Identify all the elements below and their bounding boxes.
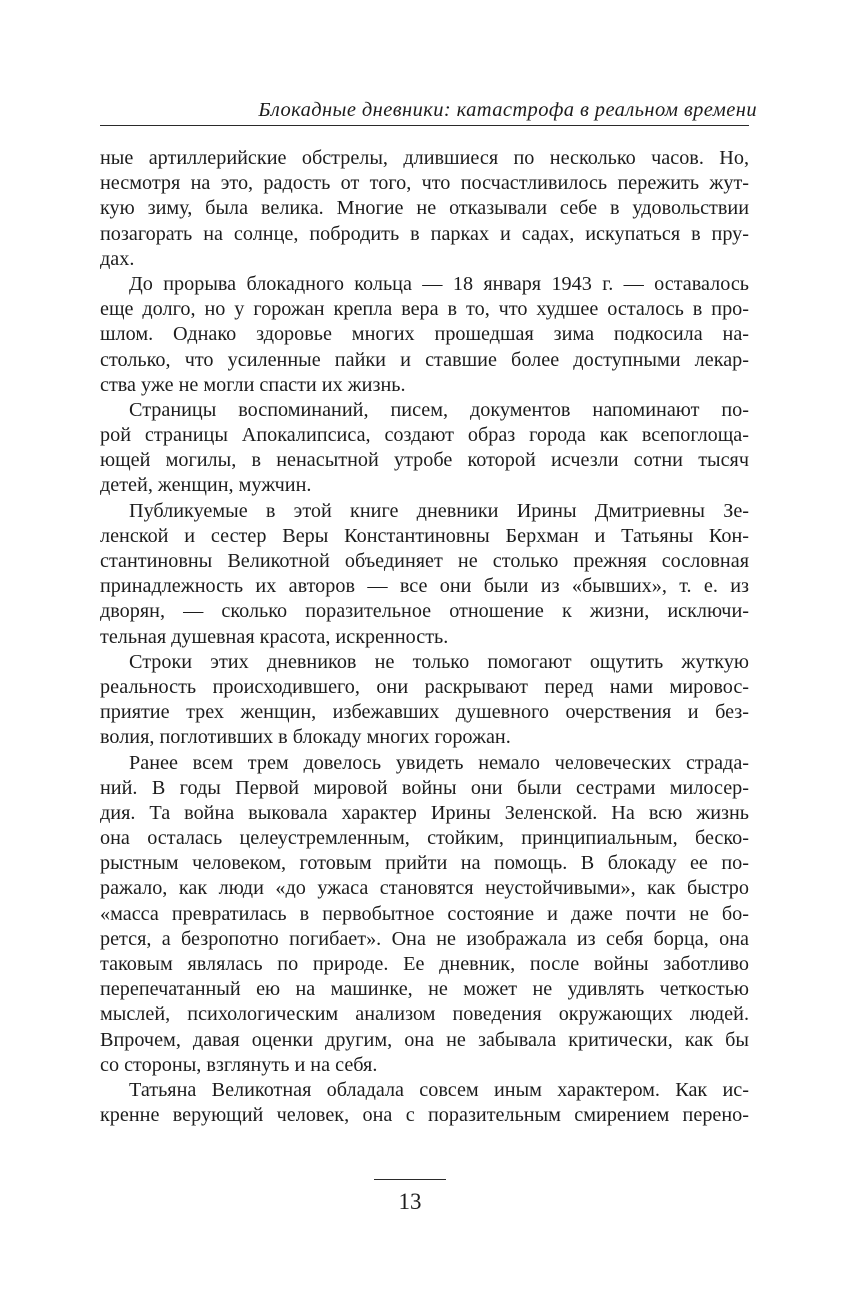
text-line: приятие трех женщин, избежавших душевного очерствения и без- — [100, 701, 749, 724]
footer-rule — [374, 1179, 446, 1180]
text-line: Татьяна Великотная обладала совсем иным характером. Как ис- — [129, 1078, 749, 1101]
text-line: кренне верующий человек, она с поразительным смирением перено- — [100, 1104, 749, 1127]
text-line: столько, что усиленные пайки и ставшие более доступными лекар- — [100, 348, 749, 371]
page-number: 13 — [398, 1189, 422, 1214]
header-rule — [100, 125, 749, 126]
text-line: Ранее всем трем довелось увидеть немало человеческих страда- — [129, 751, 749, 774]
text-line: перепечатанный ею на машинке, не может не удивлять четкостью — [100, 978, 749, 1001]
text-line: таковым являлась по природе. Ее дневник, после войны заботливо — [100, 953, 749, 975]
paragraph — [100, 650, 749, 751]
paragraph — [100, 146, 749, 272]
text-line: дия. Та война выковала характер Ирины Зеленской. На всю жизнь — [100, 801, 749, 824]
text-line: со стороны, взглянуть и на себя. — [100, 1053, 378, 1076]
text-line: дворян, — сколько поразительное отношение к жизни, исключи- — [100, 600, 749, 623]
text-line: кую зиму, была велика. Многие не отказывали себе в удовольствии — [100, 197, 749, 220]
text-line: принадлежность их авторов — все они были из «бывших», т. е. из — [100, 575, 749, 598]
text-line: «масса превратилась в первобытное состояние и даже почти не бо- — [100, 902, 749, 925]
text-line: Впрочем, давая оценки другим, она не забывала критически, как бы — [100, 1028, 749, 1051]
text-line: ний. В годы Первой мировой войны они были сестрами милосер- — [100, 776, 749, 799]
text-line: рыстным человеком, готовым прийти на помощь. В блокаду ее по- — [100, 852, 749, 875]
text-line: До прорыва блокадного кольца — 18 января 1943 г. — оставалось — [129, 272, 749, 295]
text-line: реальность происходившего, они раскрывают перед нами мировос- — [100, 675, 749, 698]
text-line: она осталась целеустремленным, стойким, принципиальным, беско- — [100, 827, 749, 850]
text-line: ленской и сестер Веры Константиновны Берхман и Татьяны Кон- — [100, 524, 749, 547]
paragraph — [100, 499, 749, 650]
text-line: несмотря на это, радость от того, что посчастливилось пережить жут- — [100, 172, 749, 195]
paragraph — [100, 1078, 749, 1128]
text-line: Строки этих дневников не только помогают ощутить жуткую — [129, 650, 749, 673]
text-line: дах. — [100, 247, 135, 270]
paragraph — [100, 751, 749, 1078]
text-line: Страницы воспоминаний, писем, документов напоминают по- — [129, 398, 749, 421]
text-line: Публикуемые в этой книге дневники Ирины Дмитриевны Зе- — [129, 499, 749, 522]
text-line: рой страницы Апокалипсиса, создают образ города как всепоглоща- — [100, 424, 749, 447]
text-line: стантиновны Великотной объединяет не столько прежняя сословная — [100, 550, 749, 572]
text-line: шлом. Однако здоровье многих прошедшая зима подкосила на- — [100, 323, 749, 346]
text-line: позагорать на солнце, побродить в парках и садах, искупаться в пру- — [100, 222, 749, 245]
text-line: ющей могилы, в ненасытной утробе которой исчезли сотни тысяч — [100, 449, 749, 472]
text-line: еще долго, но у горожан крепла вера в то, что худшее осталось в про- — [100, 298, 749, 321]
body-text — [100, 146, 749, 1128]
text-line: мыслей, психологическим анализом поведения окружающих людей. — [100, 1003, 749, 1026]
text-line: ства уже не могли спасти их жизнь. — [100, 373, 406, 396]
text-line: ражало, как люди «до ужаса становятся неустойчивыми», как быстро — [100, 877, 749, 900]
paragraph — [100, 272, 749, 398]
text-line: рется, а безропотно погибает». Она не изображала из себя борца, она — [100, 927, 749, 950]
text-line: тельная душевная красота, искренность. — [100, 625, 449, 648]
text-line: ные артиллерийские обстрелы, длившиеся по несколько часов. Но, — [100, 147, 749, 169]
text-line: волия, поглотивших в блокаду многих горожан. — [100, 726, 511, 749]
paragraph — [100, 398, 749, 499]
running-title: Блокадные дневники: катастрофа в реальном времени — [258, 99, 757, 121]
text-line: детей, женщин, мужчин. — [100, 474, 312, 497]
